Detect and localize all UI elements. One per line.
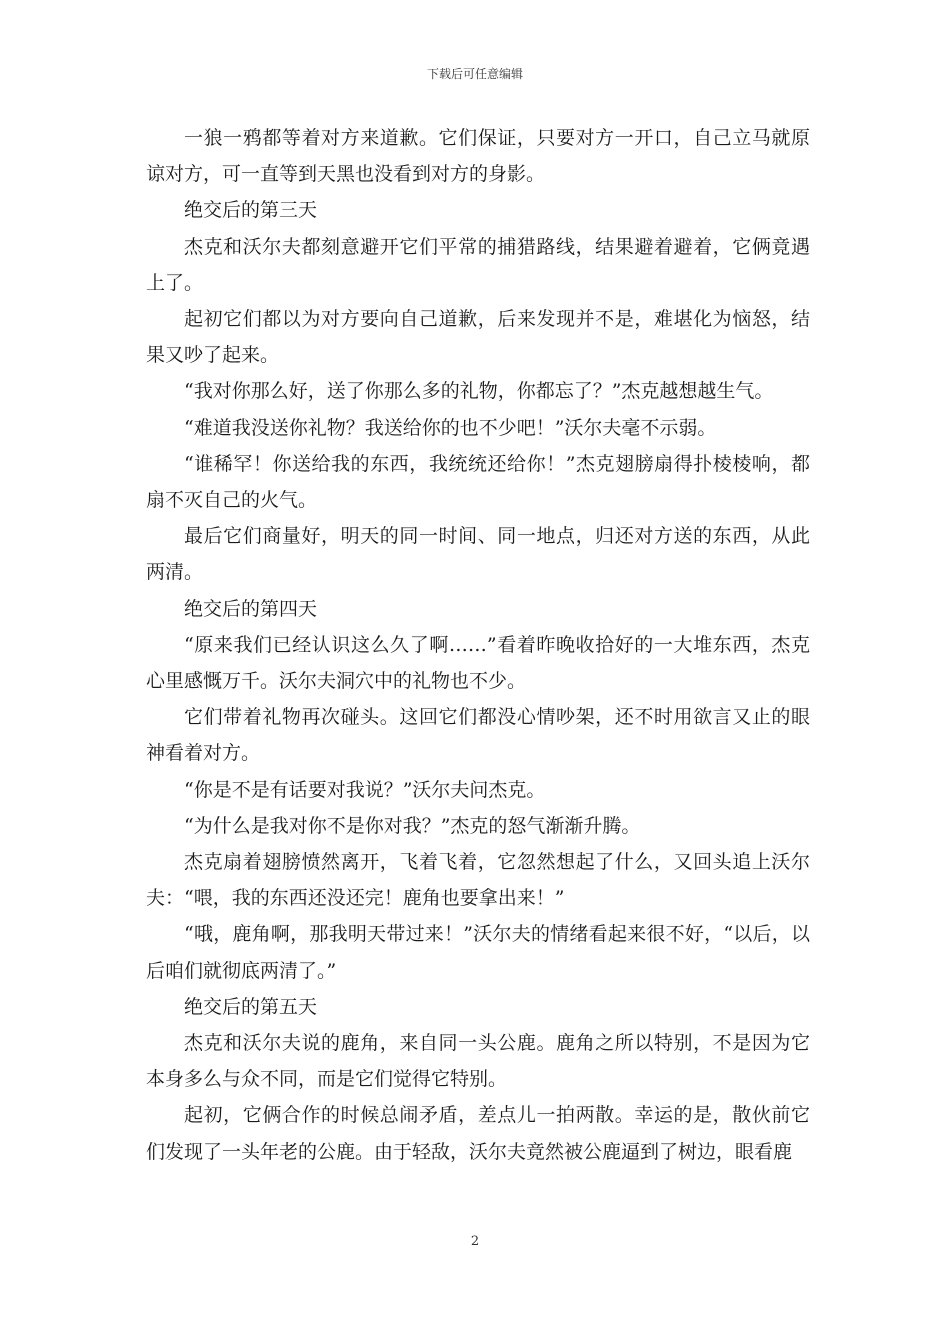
paragraph: “谁稀罕！你送给我的东西，我统统还给你！”杰克翅膀扇得扑棱棱响，都扇不灭自己的火气。 — [146, 452, 810, 512]
paragraph: 它们带着礼物再次碰头。这回它们都没心情吵架，还不时用欲言又止的眼神看着对方。 — [146, 706, 810, 765]
paragraph: “为什么是我对你不是你对我？”杰克的怒气渐渐升腾。 — [184, 814, 641, 837]
paragraph: 杰克和沃尔夫都刻意避开它们平常的捕猎路线，结果避着避着，它俩竟遇上了。 — [146, 235, 810, 294]
section-heading: 绝交后的第三天 — [184, 199, 318, 222]
page-header: 下载后可任意编辑 — [426, 67, 523, 81]
paragraph: 最后它们商量好，明天的同一时间、同一地点，归还对方送的东西，从此两清。 — [146, 525, 810, 584]
paragraph: 杰克和沃尔夫说的鹿角，来自同一头公鹿。鹿角之所以特别，不是因为它本身多么与众不同，而是它们觉得它特别。 — [146, 1032, 810, 1091]
paragraph: “哦，鹿角啊，那我明天带过来！”沃尔夫的情绪看起来很不好，“以后，以后咱们就彻底两清了。” — [146, 923, 810, 982]
paragraph: “你是不是有话要对我说？”沃尔夫问杰克。 — [184, 778, 546, 801]
section-heading: 绝交后的第四天 — [184, 597, 318, 620]
paragraph: 起初，它俩合作的时候总闹矛盾，差点儿一拍两散。幸运的是，散伙前它们发现了一头年老的公鹿。由于轻敌，沃尔夫竟然被公鹿逼到了树边，眼看鹿 — [146, 1104, 810, 1163]
paragraph: 一狼一鸦都等着对方来道歉。它们保证，只要对方一开口，自己立马就原谅对方，可一直等到天黑也没看到对方的身影。 — [146, 127, 810, 186]
document-body — [146, 120, 810, 1170]
paragraph: 起初它们都以为对方要向自己道歉，后来发现并不是，难堪化为恼怒，结果又吵了起来。 — [146, 308, 810, 367]
page-number: 2 — [470, 1234, 480, 1249]
paragraph: “难道我没送你礼物？我送给你的也不少吧！”沃尔夫毫不示弱。 — [184, 416, 717, 439]
paragraph: 杰克扇着翅膀愤然离开，飞着飞着，它忽然想起了什么，又回头追上沃尔夫：“喂，我的东西还没还完！鹿角也要拿出来！” — [146, 851, 810, 910]
paragraph: “原来我们已经认识这么久了啊……”看着昨晚收拾好的一大堆东西，杰克心里感慨万千。沃尔夫洞穴中的礼物也不少。 — [146, 633, 810, 693]
paragraph: “我对你那么好，送了你那么多的礼物，你都忘了？”杰克越想越生气。 — [184, 380, 774, 403]
section-heading: 绝交后的第五天 — [184, 995, 318, 1018]
